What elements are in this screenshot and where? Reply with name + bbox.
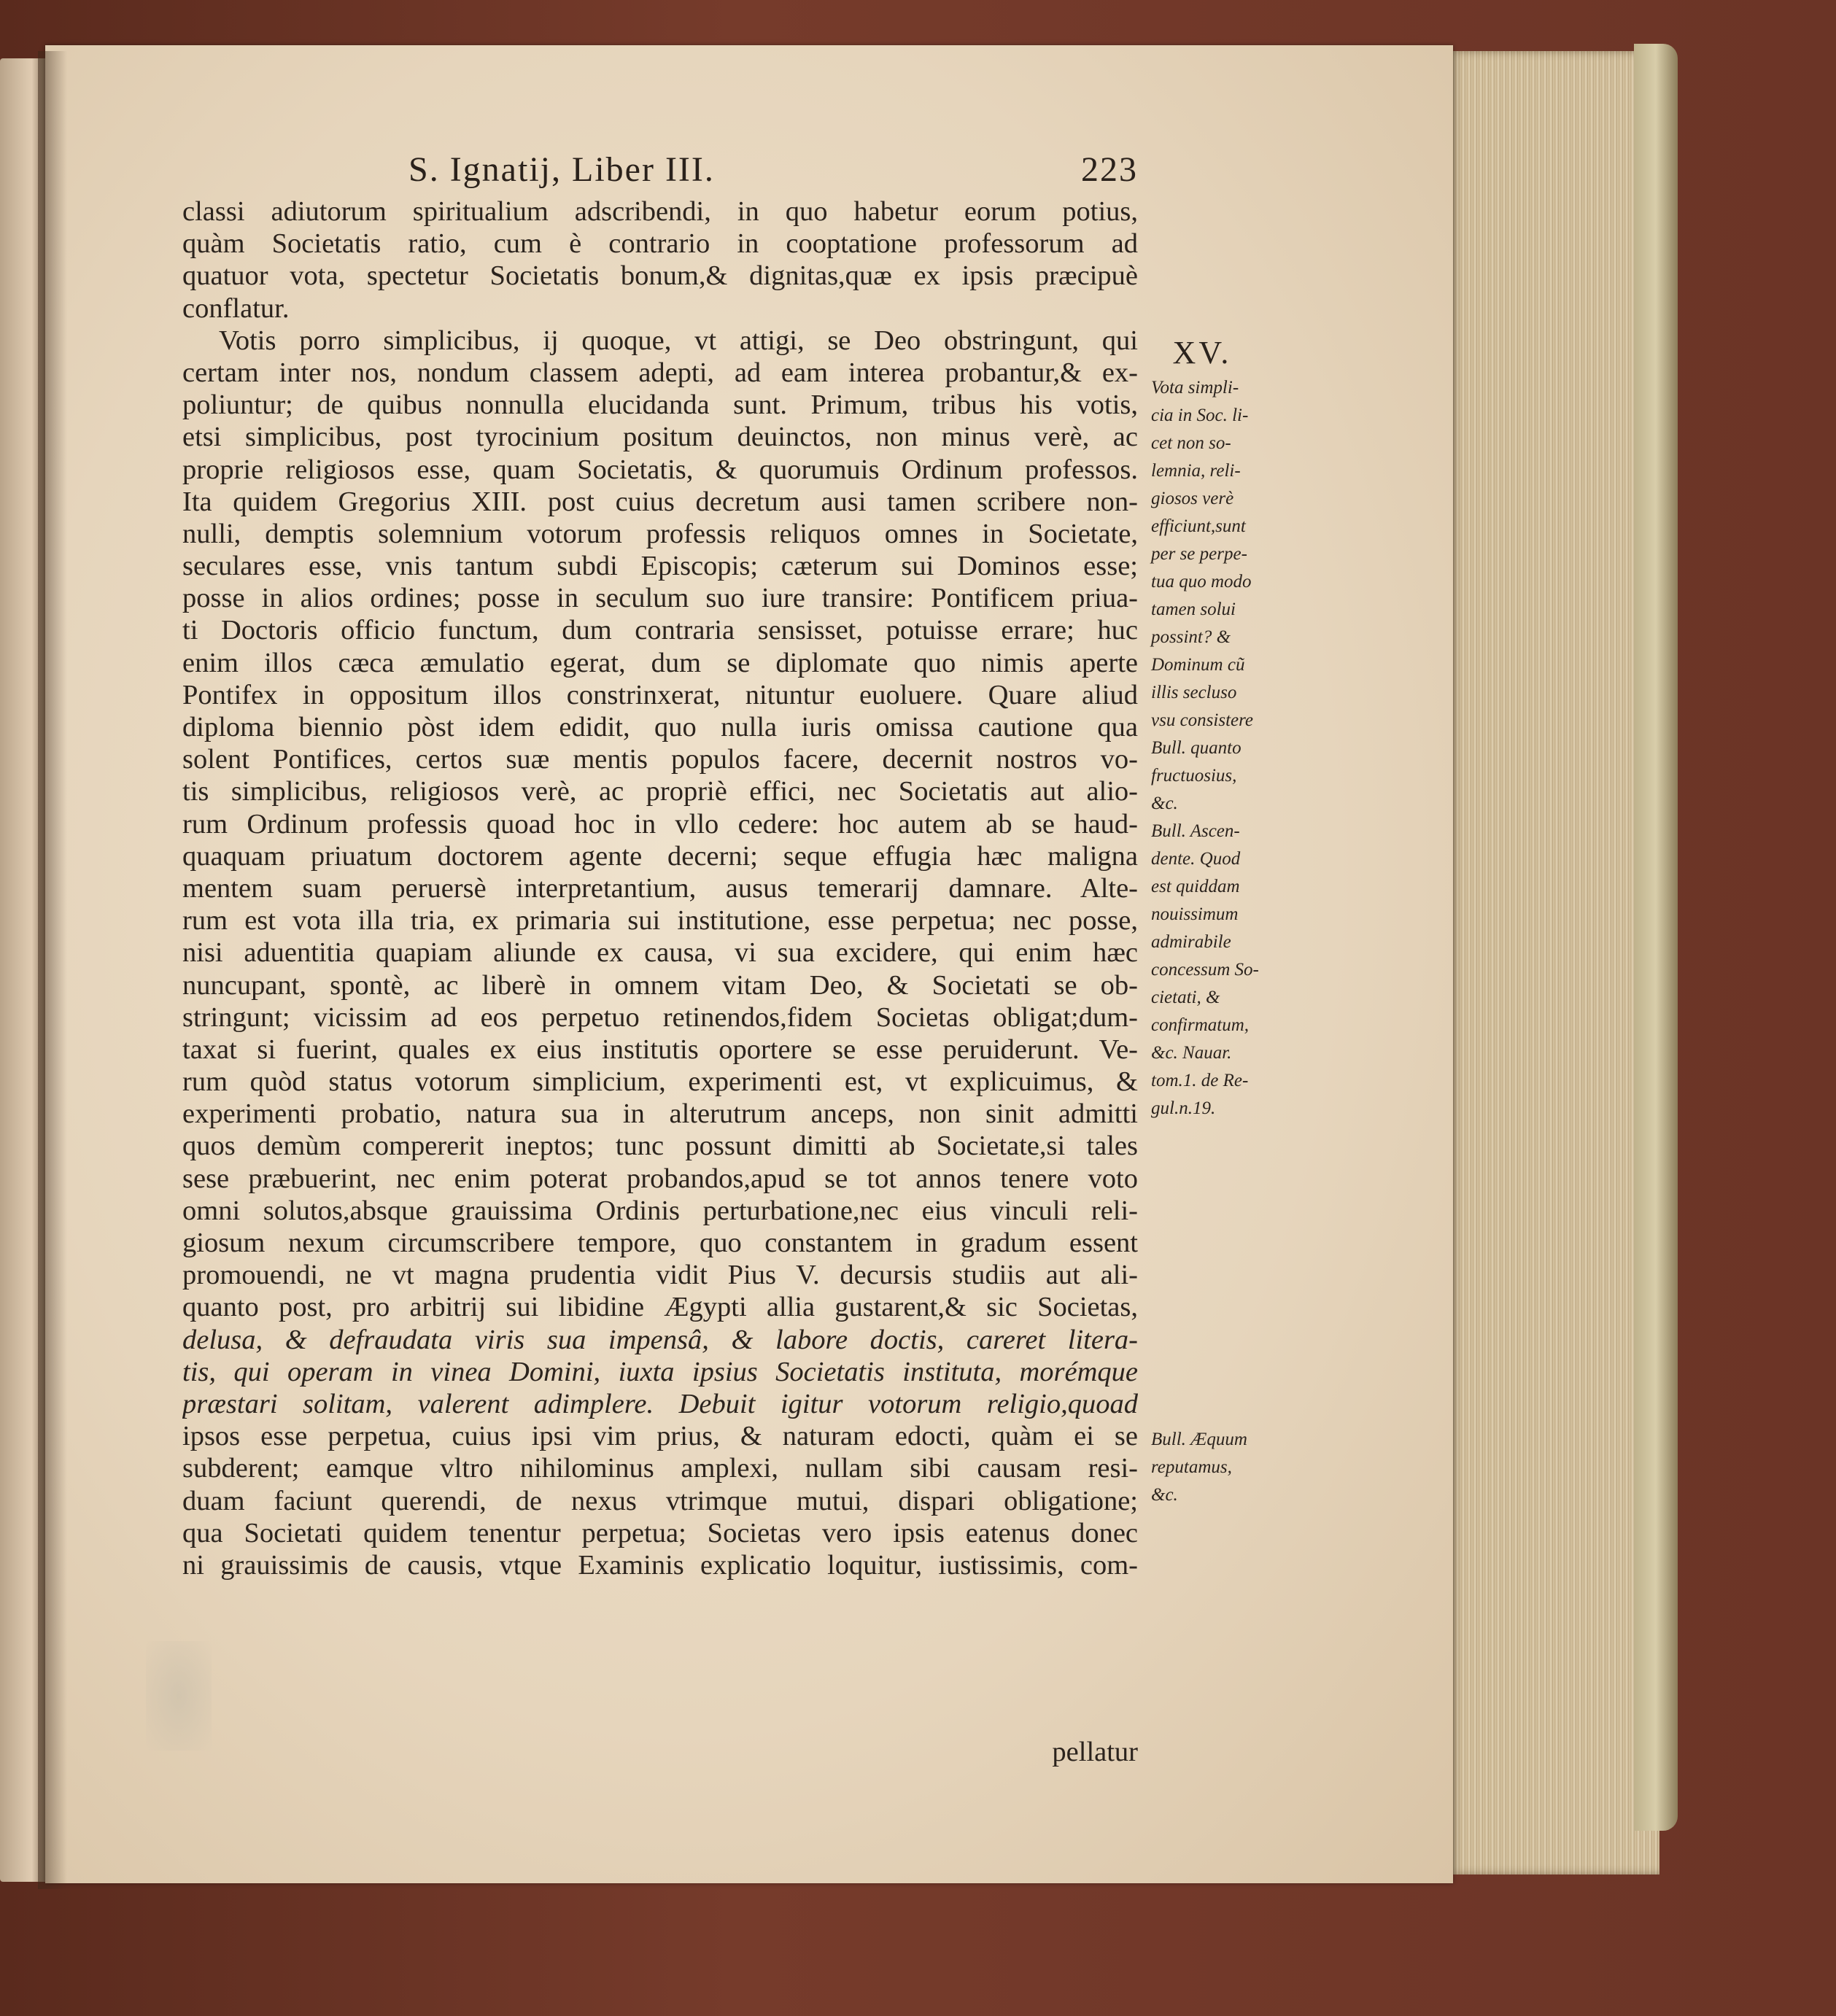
margin-note-line: &c. Nauar. <box>1151 1043 1232 1063</box>
catchword: pellatur <box>1052 1737 1138 1767</box>
text-line: tis, qui operam in vinea Domini, iuxta ipsius Societatis instituta, morémque <box>182 1356 1138 1387</box>
margin-note-line: est quiddam <box>1151 877 1240 896</box>
page-block-edges <box>1448 51 1659 1875</box>
margin-note-line: &c. <box>1151 1485 1178 1505</box>
text-line: rum est vota illa tria, ex primaria sui institutione, esse perpetua; nec posse, <box>182 905 1138 937</box>
margin-note-line: tom.1. de Re- <box>1151 1071 1249 1090</box>
text-line: Ita quidem Gregorius XIII. post cuius decretum ausi tamen scribere non- <box>182 486 1138 517</box>
marginal-notes <box>1151 334 1297 1123</box>
text-line: ipsos esse perpetua, cuius ipsi vim prius, & naturam edocti, quàm ei se <box>182 1421 1138 1452</box>
text-line: Votis porro simplicibus, ij quoque, vt attigi, se Deo obstringunt, qui <box>219 325 1138 356</box>
text-line: promouendi, ne vt magna prudentia vidit Pius V. decursis studiis aut ali- <box>182 1260 1138 1291</box>
text-line: certam inter nos, nondum classem adepti, ad eam interea probantur,& ex- <box>182 357 1138 388</box>
text-line: proprie religiosos esse, quam Societatis, & quorumuis Ordinum professos. <box>182 454 1138 485</box>
text-line: quos demùm compererit ineptos; tunc possunt dimitti ab Societate,si tales <box>182 1131 1138 1162</box>
running-title: S. Ignatij, Liber III. <box>408 150 715 189</box>
margin-note-line: Dominum cũ <box>1151 655 1245 675</box>
text-line: enim illos cæca æmulatio egerat, dum se diplomate quo nimis aperte <box>182 647 1138 678</box>
margin-note-line: gul.n.19. <box>1151 1098 1216 1118</box>
section-number: XV. <box>1172 335 1232 371</box>
margin-note-line: efficiunt,sunt <box>1151 516 1246 536</box>
margin-note-line: concessum So- <box>1151 960 1259 980</box>
text-line: quàm Societatis ratio, cum è contrario in cooptatione professorum ad <box>182 228 1138 260</box>
margin-note-line: per se perpe- <box>1151 544 1247 564</box>
text-line: sese præbuerint, nec enim poterat probandos,apud se tot annos tenere voto <box>182 1163 1138 1194</box>
margin-note-line: Bull. Æquum <box>1151 1430 1247 1449</box>
text-line: posse in alios ordines; posse in seculum suo iure transire: Pontificem priua- <box>182 583 1138 614</box>
margin-note-line: dente. Quod <box>1151 849 1241 869</box>
margin-note-line: Bull. Ascen- <box>1151 821 1240 841</box>
text-line: giosum nexum circumscribere tempore, quo constantem in gradum essent <box>182 1228 1138 1258</box>
margin-note-line: cietati, & <box>1151 988 1220 1007</box>
text-line: mentem suam peruersè interpretantium, ausus temerarij damnare. Alte- <box>182 872 1138 904</box>
margin-note-line: vsu consistere <box>1151 710 1254 730</box>
margin-note-line: Bull. quanto <box>1151 738 1242 758</box>
text-line: taxat si fuerint, quales ex eius institutis oportere se esse peruiderunt. Ve- <box>182 1034 1138 1065</box>
text-line: solent Pontifices, certos suæ mentis populos facere, decernit nostros vo- <box>182 744 1138 775</box>
text-line: rum Ordinum professis quoad hoc in vllo cedere: hoc autem ab se haud- <box>182 808 1138 840</box>
running-header <box>408 150 1138 193</box>
text-line: nulli, demptis solemnium votorum professis reliquos omnes in Societate, <box>182 518 1138 549</box>
margin-note-line: Vota simpli- <box>1151 378 1239 398</box>
margin-note-line: lemnia, reli- <box>1151 461 1241 481</box>
margin-note-line: giosos verè <box>1151 489 1234 508</box>
margin-note-line: reputamus, <box>1151 1457 1232 1477</box>
margin-note-line: illis secluso <box>1151 683 1237 702</box>
text-line: quanto post, pro arbitrij sui libidine Ægypti allia gustarent,& sic Societas, <box>182 1292 1138 1323</box>
text-line: præstari solitam, valerent adimplere. Debuit igitur votorum religio,quoad <box>182 1388 1138 1419</box>
text-line: rum quòd status votorum simplicium, experimenti est, vt explicuimus, & <box>182 1066 1138 1098</box>
margin-note-line: cia in Soc. li- <box>1151 406 1249 425</box>
body-text <box>182 195 1138 1581</box>
text-line: diploma biennio pòst idem edidit, quo nulla iuris omissa cautione qua <box>182 712 1138 743</box>
text-line: nuncupant, spontè, ac liberè in omnem vitam Deo, & Societati se ob- <box>182 969 1138 1001</box>
text-line: omni solutos,absque grauissima Ordinis perturbatione,nec eius vinculi reli- <box>182 1195 1138 1226</box>
margin-note-line: tua quo modo <box>1151 572 1252 592</box>
text-line: classi adiutorum spiritualium adscribendi, in quo habetur eorum potius, <box>182 196 1138 227</box>
spine-shadow <box>38 51 67 1889</box>
text-line: qua Societati quidem tenentur perpetua; Societas vero ipsis eatenus donec <box>182 1517 1138 1548</box>
text-line: Pontifex in oppositum illos constrinxerat, nituntur euoluere. Quare aliud <box>182 679 1138 710</box>
text-line: delusa, & defraudata viris sua impensâ, & labore doctis, careret litera- <box>182 1324 1138 1355</box>
text-line: seculares esse, vnis tantum subdi Episcopis; cæterum sui Dominos esse; <box>182 551 1138 582</box>
page-number: 223 <box>1081 150 1138 189</box>
margin-note-line: &c. <box>1151 794 1178 813</box>
text-line: ti Doctoris officio functum, dum contraria sensisset, potuisse errare; huc <box>182 615 1138 646</box>
text-line: quatuor vota, spectetur Societatis bonum,& dignitas,quæ ex ipsis præcipuè <box>182 260 1138 292</box>
text-line: tis simplicibus, religiosos verè, ac propriè effici, nec Societatis aut alio- <box>182 776 1138 807</box>
margin-note-line: possint? & <box>1151 627 1231 647</box>
text-line: duam faciunt querendi, de nexus vtrimque mutui, dispari obligatione; <box>182 1485 1138 1516</box>
text-line: experimenti probatio, natura sua in alterutrum anceps, non sinit admitti <box>182 1098 1138 1130</box>
text-line: etsi simplicibus, post tyrocinium positum deuinctos, non minus verè, ac <box>182 422 1138 453</box>
margin-note-line: confirmatum, <box>1151 1015 1250 1035</box>
text-line: quaquam priuatum doctorem agente decerni; seque effugia hæc maligna <box>182 840 1138 872</box>
text-line: stringunt; vicissim ad eos perpetuo retinendos,fidem Societas obligat;dum- <box>182 1001 1138 1033</box>
page-damage <box>146 1641 212 1751</box>
margin-note-line: cet non so- <box>1151 433 1231 453</box>
text-line: conflatur. <box>182 292 290 324</box>
text-line: poliuntur; de quibus nonnulla elucidanda sunt. Primum, tribus his votis, <box>182 389 1138 421</box>
text-line: ni grauissimis de causis, vtque Examinis explicatio loquitur, iustissimis, com- <box>182 1549 1138 1581</box>
margin-note-line: nouissimum <box>1151 904 1239 924</box>
text-line: subderent; eamque vltro nihilominus amplexi, nullam sibi causam resi- <box>182 1453 1138 1484</box>
marginal-notes-2 <box>1151 1426 1297 1509</box>
margin-note-line: tamen solui <box>1151 600 1236 619</box>
margin-note-line: admirabile <box>1151 932 1231 952</box>
margin-note-line: fructuosius, <box>1151 766 1237 786</box>
book-cover-edge <box>1634 44 1678 1831</box>
text-line: nisi aduentitia quapiam aliunde ex causa, vi sua excidere, qui enim hæc <box>182 937 1138 969</box>
